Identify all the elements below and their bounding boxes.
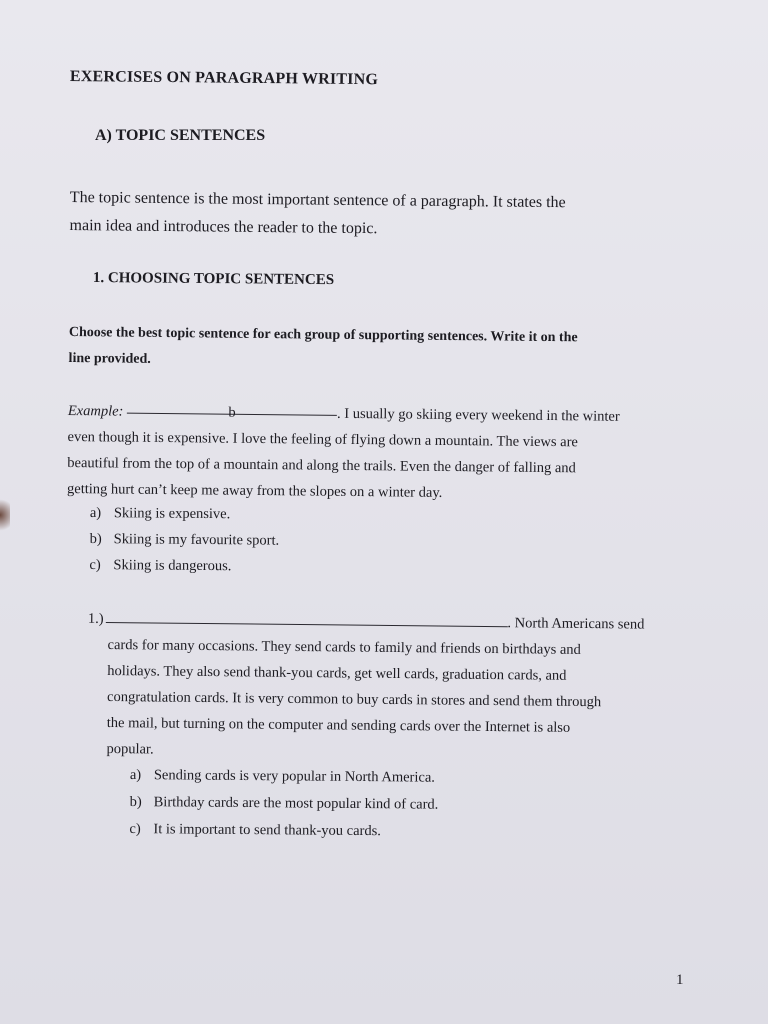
instructions-line-1: Choose the best topic sentence for each group of supporting sentences. Write it on the	[68, 324, 578, 346]
question-1-options	[129, 762, 438, 846]
option-text: It is important to send thank-you cards.	[153, 821, 382, 840]
example-options	[89, 500, 279, 580]
question-1-answer-blank[interactable]	[105, 608, 507, 627]
option-key: c)	[89, 556, 101, 574]
section-heading: A) TOPIC SENTENCES	[95, 127, 266, 144]
instructions	[68, 320, 577, 377]
question-1-line-6: popular.	[106, 740, 154, 758]
example-label: Example:	[67, 402, 124, 420]
example-option-b	[90, 526, 280, 554]
question-1-line-4: congratulation cards. It is very common to buy cards in stores and send them through	[106, 688, 602, 711]
question-1-line-5: the mail, but turning on the computer and sending cards over the Internet is also	[106, 714, 571, 736]
question-1-line-1-rest: . North Americans send	[507, 615, 645, 633]
example-option-a	[90, 500, 280, 528]
option-text: Skiing is expensive.	[113, 505, 231, 523]
question-1-line-3: holidays. They also send thank-you cards, get well cards, graduation cards, and	[107, 662, 567, 684]
intro-line-2: main idea and introduces the reader to the topic.	[69, 216, 378, 238]
question-1-line-2: cards for many occasions. They send cards to family and friends on birthdays and	[107, 636, 581, 658]
finger-shadow	[0, 495, 10, 535]
example-answer-blank[interactable]	[127, 399, 337, 421]
page-title: EXERCISES ON PARAGRAPH WRITING	[69, 68, 379, 89]
option-key: b)	[89, 530, 102, 548]
option-key: c)	[129, 820, 141, 838]
question-1-option-b	[130, 789, 439, 819]
intro-line-1: The topic sentence is the most important sentence of a paragraph. It states the	[69, 188, 566, 212]
example-line-3: beautiful from the top of a mountain and along the trails. Even the danger of falling and	[67, 454, 576, 477]
question-1-number: 1.)	[87, 610, 104, 627]
option-text: Sending cards is very popular in North America.	[153, 767, 436, 786]
option-key: b)	[129, 793, 142, 811]
example-line-2: even though it is expensive. I love the feeling of flying down a mountain. The views are	[67, 428, 578, 451]
question-1-option-a	[130, 762, 439, 792]
example-line-1-rest: . I usually go skiing every weekend in the winter	[336, 405, 620, 425]
example-answer: b	[228, 404, 236, 421]
instructions-line-2: line provided.	[68, 350, 151, 367]
question-1-option-c	[129, 816, 438, 846]
option-text: Skiing is dangerous.	[113, 557, 232, 575]
question-1-paragraph	[87, 606, 645, 768]
option-text: Birthday cards are the most popular kind of card.	[153, 794, 439, 813]
page-number: 1	[676, 972, 684, 988]
subsection-heading: 1. CHOOSING TOPIC SENTENCES	[92, 270, 335, 289]
option-key: a)	[129, 766, 142, 784]
option-text: Skiing is my favourite sport.	[113, 531, 280, 549]
example-line-4: getting hurt can’t keep me away from the slopes on a winter day.	[66, 480, 443, 501]
example-option-c	[89, 552, 279, 580]
option-key: a)	[89, 504, 102, 522]
example-paragraph	[67, 398, 620, 508]
intro-paragraph	[69, 184, 565, 245]
